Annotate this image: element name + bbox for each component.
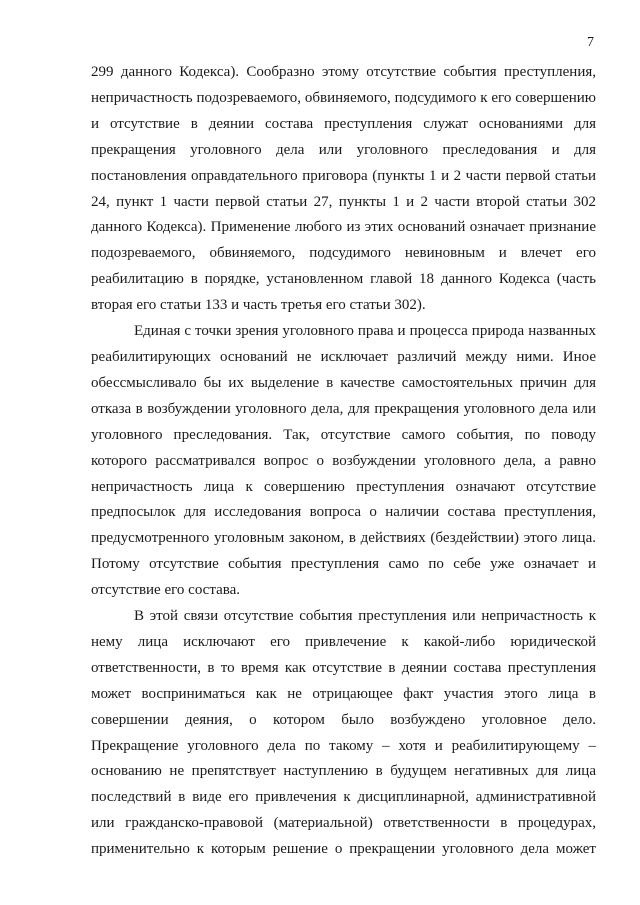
- paragraph-3: В этой связи отсутствие события преступления или непричастность к нему лица исключают его привлечение к какой-либо юридической ответственности, в то время как отсутствие в деянии состава преступления может восприниматься как не отрицающее факт участия этого лица в совершении деяния, о котором было возбуждено уголовное дело. Прекращение уголовного дела по такому – хотя и реабилитирующему – основанию не препятствует наступлению в будущем негативных для лица последствий в виде его привлечения к дисциплинарной, административной или гражданско-правовой (материальной) ответственности в процедурах, применительно к которым решение о прекращении уголовного дела может: [91, 608, 596, 858]
- paragraph-2: Единая с точки зрения уголовного права и процесса природа названных реабилитирующих оснований не исключает различий между ними. Иное обессмысливало бы их выделение в качестве самостоятельных причин для отказа в возбуждении уголовного дела, для прекращения уголовного дела или уголовного преследования. Так, отсутствие самого события, по поводу которого рассматривался вопрос о возбуждении уголовного дела, а равно непричастность лица к совершению преступления означают отсутствие предпосылок для исследования вопроса о наличии состава преступления, предусмотренного уголовным законом, в действиях (бездействии) этого лица. Потому отсутствие события преступления само по себе уже означает и отсутствие его состава.: [91, 323, 596, 599]
- document-body: [91, 60, 596, 863]
- page-number: 7: [587, 35, 594, 50]
- paragraph-1: 299 данного Кодекса). Сообразно этому отсутствие события преступления, непричастность подозреваемого, обвиняемого, подсудимого к его совершению и отсутствие в деянии состава преступления служат основаниями для прекращения уголовного дела или уголовного преследования и для постановления оправдательного приговора (пункты 1 и 2 части первой статьи 24, пункт 1 части первой статьи 27, пункты 1 и 2 части второй статьи 302 данного Кодекса). Применение любого из этих оснований означает признание подозреваемого, обвиняемого, подсудимого невиновным и влечет его реабилитацию в порядке, установленном главой 18 данного Кодекса (часть вторая его статьи 133 и часть третья его статьи 302).: [91, 64, 596, 314]
